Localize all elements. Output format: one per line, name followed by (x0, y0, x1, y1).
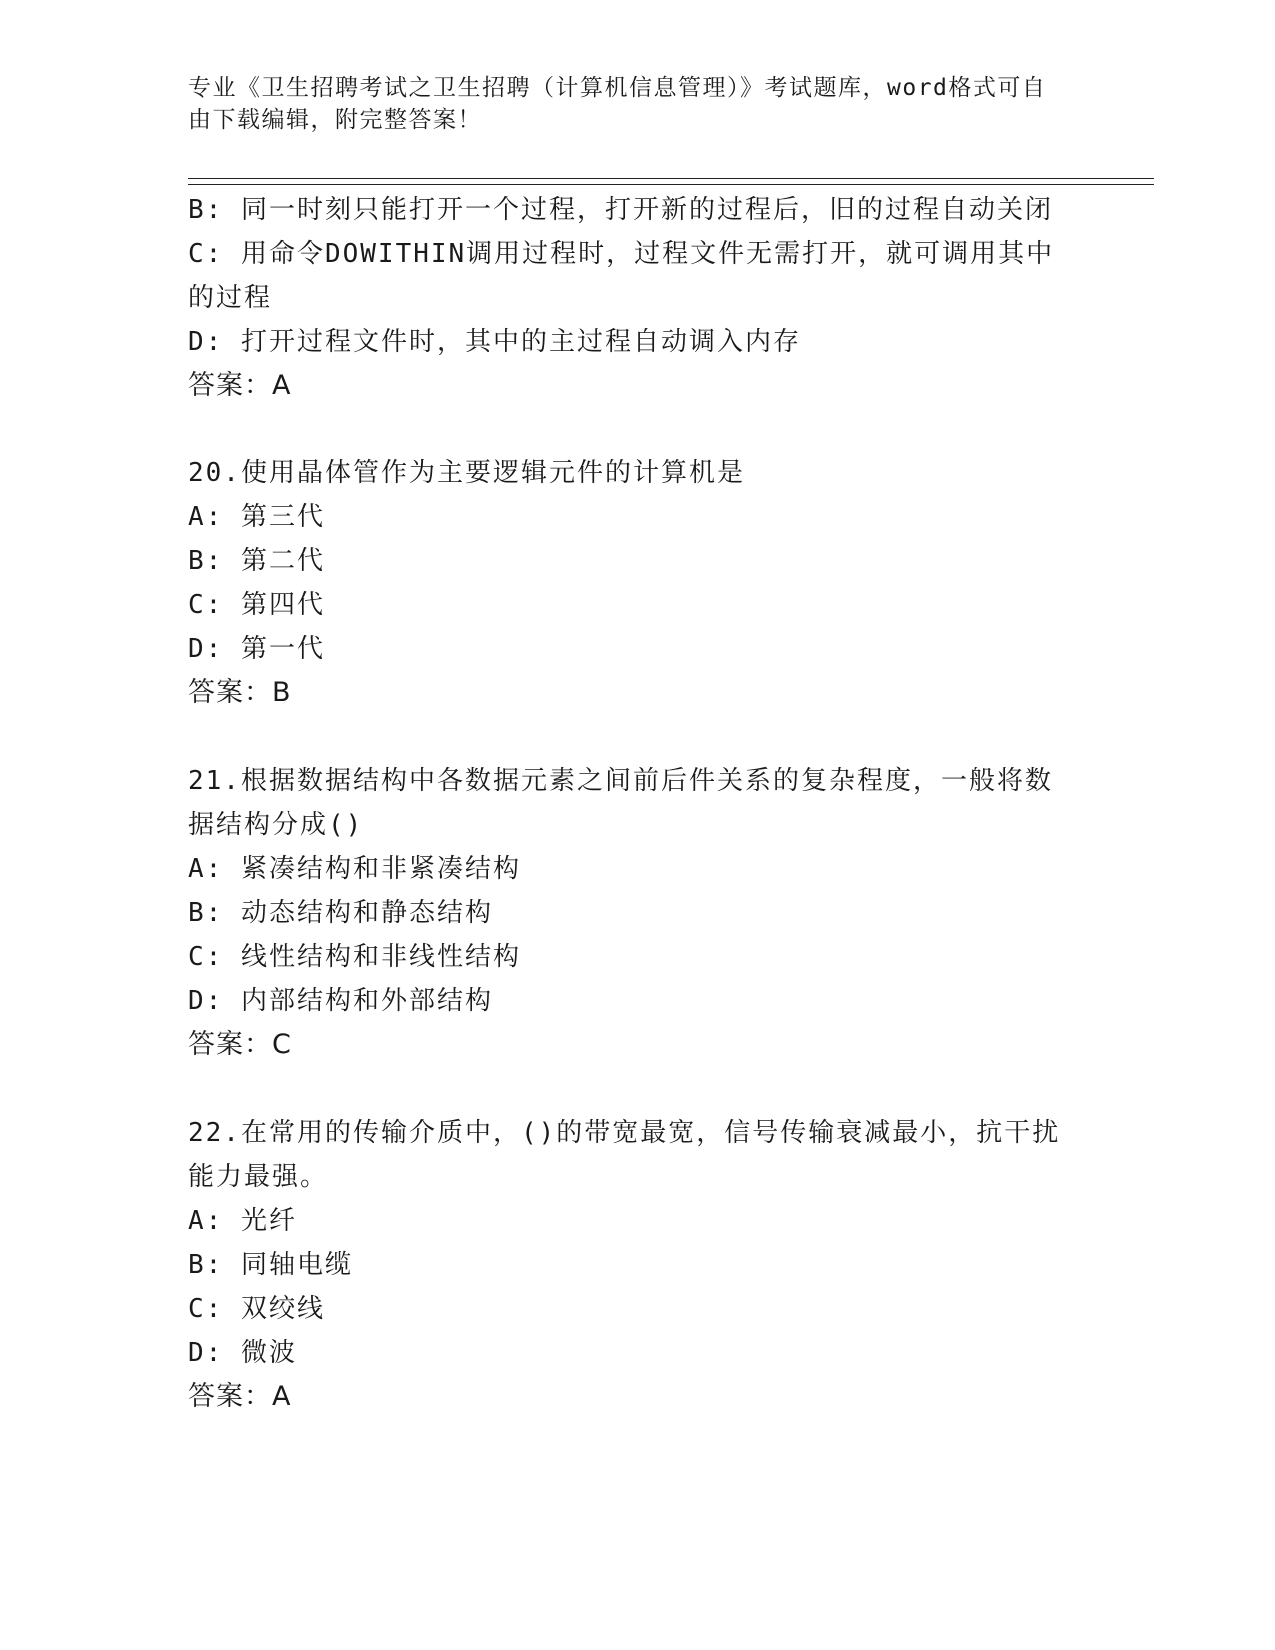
question-20: 20.使用晶体管作为主要逻辑元件的计算机是 (188, 458, 745, 488)
option-c-q19-cont: 的过程 (188, 283, 273, 313)
option-b-q21: B: 动态结构和静态结构 (188, 898, 493, 928)
question-22: 22.在常用的传输介质中，()的带宽最宽，信号传输衰减最小，抗干扰 (188, 1118, 1061, 1148)
document-header (188, 72, 1068, 136)
option-d-q22: D: 微波 (188, 1338, 297, 1368)
option-b-q22: B: 同轴电缆 (188, 1250, 353, 1280)
answer-q20: 答案：B (188, 677, 292, 708)
option-c-q21: C: 线性结构和非线性结构 (188, 942, 521, 972)
question-21: 21.根据数据结构中各数据元素之间前后件关系的复杂程度，一般将数 (188, 766, 1053, 796)
header-rule-bottom (188, 184, 1154, 185)
option-b-q20: B: 第二代 (188, 546, 325, 576)
option-d-q20: D: 第一代 (188, 634, 325, 664)
option-c-q22: C: 双绞线 (188, 1294, 325, 1324)
header-line-1: 专业《卫生招聘考试之卫生招聘（计算机信息管理）》考试题库，word格式可自 (188, 75, 1047, 101)
option-d-q21: D: 内部结构和外部结构 (188, 986, 493, 1016)
option-c-q20: C: 第四代 (188, 590, 325, 620)
question-21-cont: 据结构分成() (188, 810, 364, 840)
option-b-q19: B: 同一时刻只能打开一个过程，打开新的过程后，旧的过程自动关闭 (188, 195, 1053, 225)
option-a-q20: A: 第三代 (188, 502, 325, 532)
option-a-q22: A: 光纤 (188, 1206, 297, 1236)
header-line-2: 由下载编辑，附完整答案！ (188, 107, 482, 133)
option-d-q19: D: 打开过程文件时，其中的主过程自动调入内存 (188, 327, 801, 357)
header-rule-top (188, 178, 1154, 179)
question-22-cont: 能力最强。 (188, 1162, 329, 1192)
answer-q19: 答案：A (188, 370, 292, 401)
option-c-q19: C: 用命令DOWITHIN调用过程时，过程文件无需打开，就可调用其中 (188, 239, 1055, 269)
answer-q21: 答案：C (188, 1029, 292, 1060)
answer-q22: 答案：A (188, 1381, 292, 1412)
option-a-q21: A: 紧凑结构和非紧凑结构 (188, 854, 521, 884)
